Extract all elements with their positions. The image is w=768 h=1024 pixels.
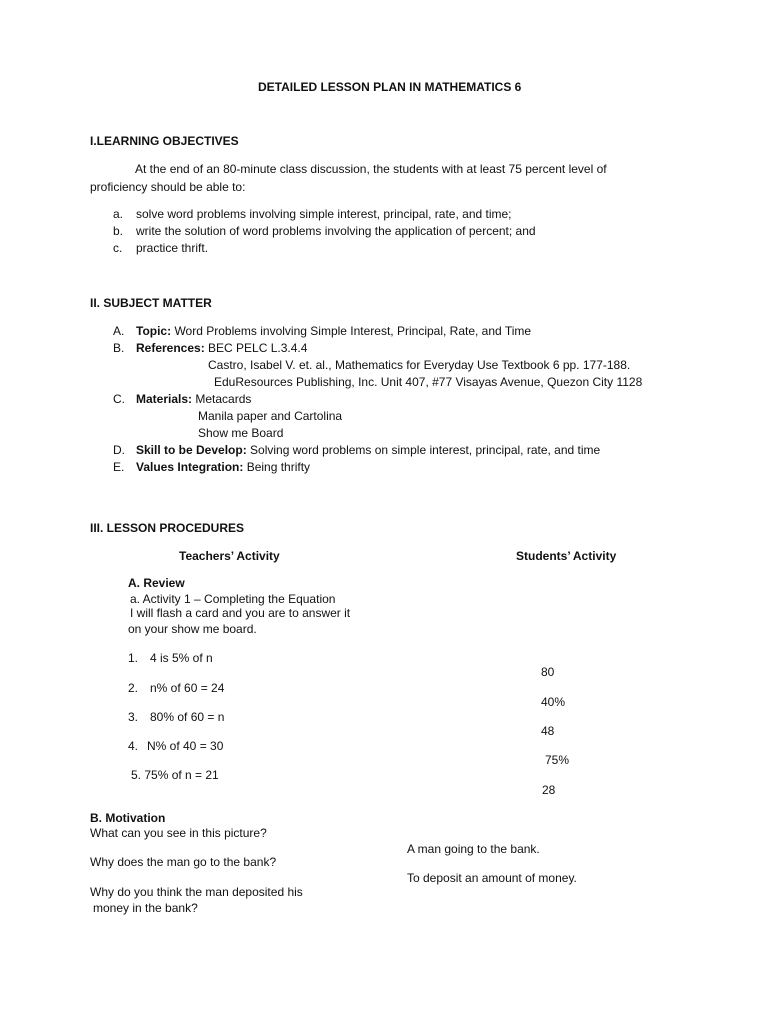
question-2: n% of 60 = 24 — [150, 681, 225, 695]
question-3: 80% of 60 = n — [150, 710, 225, 724]
answer-3: 48 — [541, 724, 555, 738]
skill-value: Solving word problems on simple interest, principal, rate, and time — [246, 443, 601, 457]
motivation-answer-1: A man going to the bank. — [407, 842, 540, 856]
objective-marker-a: a. — [113, 207, 124, 221]
question-marker-1: 1. — [128, 651, 139, 665]
objective-item-c: practice thrift. — [136, 241, 209, 255]
motivation-heading: B. Motivation — [90, 811, 166, 825]
question-4: N% of 40 = 30 — [147, 739, 224, 753]
teacher-activity-header: Teachers’ Activity — [179, 549, 280, 563]
values-marker: E. — [113, 460, 125, 474]
values-label: Values Integration: — [136, 460, 244, 474]
references-marker: B. — [113, 341, 125, 355]
values-value: Being thrifty — [243, 460, 311, 474]
objectives-intro-line2: proficiency should be able to: — [90, 180, 246, 194]
skill-label: Skill to be Develop: — [136, 443, 247, 457]
motivation-question-3-line2: money in the bank? — [93, 901, 198, 915]
objective-marker-c: c. — [113, 241, 123, 255]
objectives-heading: I.LEARNING OBJECTIVES — [90, 134, 239, 148]
objective-item-b: write the solution of word problems involving the application of percent; and — [136, 224, 536, 238]
references-value: BEC PELC L.3.4.4 — [204, 341, 308, 355]
answer-4: 75% — [545, 753, 570, 767]
objective-item-a: solve word problems involving simple interest, principal, rate, and time; — [136, 207, 512, 221]
question-1: 4 is 5% of n — [150, 651, 213, 665]
topic-label: Topic: — [136, 324, 172, 338]
skill-line — [136, 443, 600, 457]
answer-2: 40% — [541, 695, 566, 709]
references-line — [136, 341, 307, 355]
references-label: References: — [136, 341, 205, 355]
question-marker-4: 4. — [128, 739, 139, 753]
question-5: 5. 75% of n = 21 — [131, 768, 219, 782]
subject-heading: II. SUBJECT MATTER — [90, 296, 212, 310]
materials-marker: C. — [113, 392, 125, 406]
objective-marker-b: b. — [113, 224, 124, 238]
topic-value: Word Problems involving Simple Interest, Principal, Rate, and Time — [171, 324, 532, 338]
motivation-answer-2: To deposit an amount of money. — [407, 871, 577, 885]
objectives-intro-line1: At the end of an 80-minute class discussion, the students with at least 75 percent level of — [135, 162, 607, 176]
materials-line3: Show me Board — [198, 426, 284, 440]
motivation-question-2: Why does the man go to the bank? — [90, 855, 277, 869]
materials-value: Metacards — [192, 392, 252, 406]
answer-5: 28 — [542, 783, 556, 797]
answer-1: 80 — [541, 665, 555, 679]
question-marker-3: 3. — [128, 710, 139, 724]
activity-line3: on your show me board. — [128, 622, 257, 636]
materials-line — [136, 392, 251, 406]
question-marker-2: 2. — [128, 681, 139, 695]
values-line — [136, 460, 310, 474]
student-activity-header: Students’ Activity — [516, 549, 617, 563]
topic-line — [136, 324, 531, 338]
activity-title: a. Activity 1 – Completing the Equation — [130, 592, 336, 606]
references-line2: Castro, Isabel V. et. al., Mathematics for Everyday Use Textbook 6 pp. 177-188. — [208, 358, 631, 372]
procedures-heading: III. LESSON PROCEDURES — [90, 521, 245, 535]
activity-line2: I will flash a card and you are to answer it — [130, 606, 351, 620]
motivation-question-1: What can you see in this picture? — [90, 826, 267, 840]
topic-marker: A. — [113, 324, 125, 338]
materials-line2: Manila paper and Cartolina — [198, 409, 343, 423]
materials-label: Materials: — [136, 392, 193, 406]
references-line3: EduResources Publishing, Inc. Unit 407, #77 Visayas Avenue, Quezon City 1128 — [214, 375, 643, 389]
review-heading: A. Review — [128, 576, 185, 590]
motivation-question-3-line1: Why do you think the man deposited his — [90, 885, 303, 899]
skill-marker: D. — [113, 443, 125, 457]
document-title: DETAILED LESSON PLAN IN MATHEMATICS 6 — [258, 80, 522, 94]
